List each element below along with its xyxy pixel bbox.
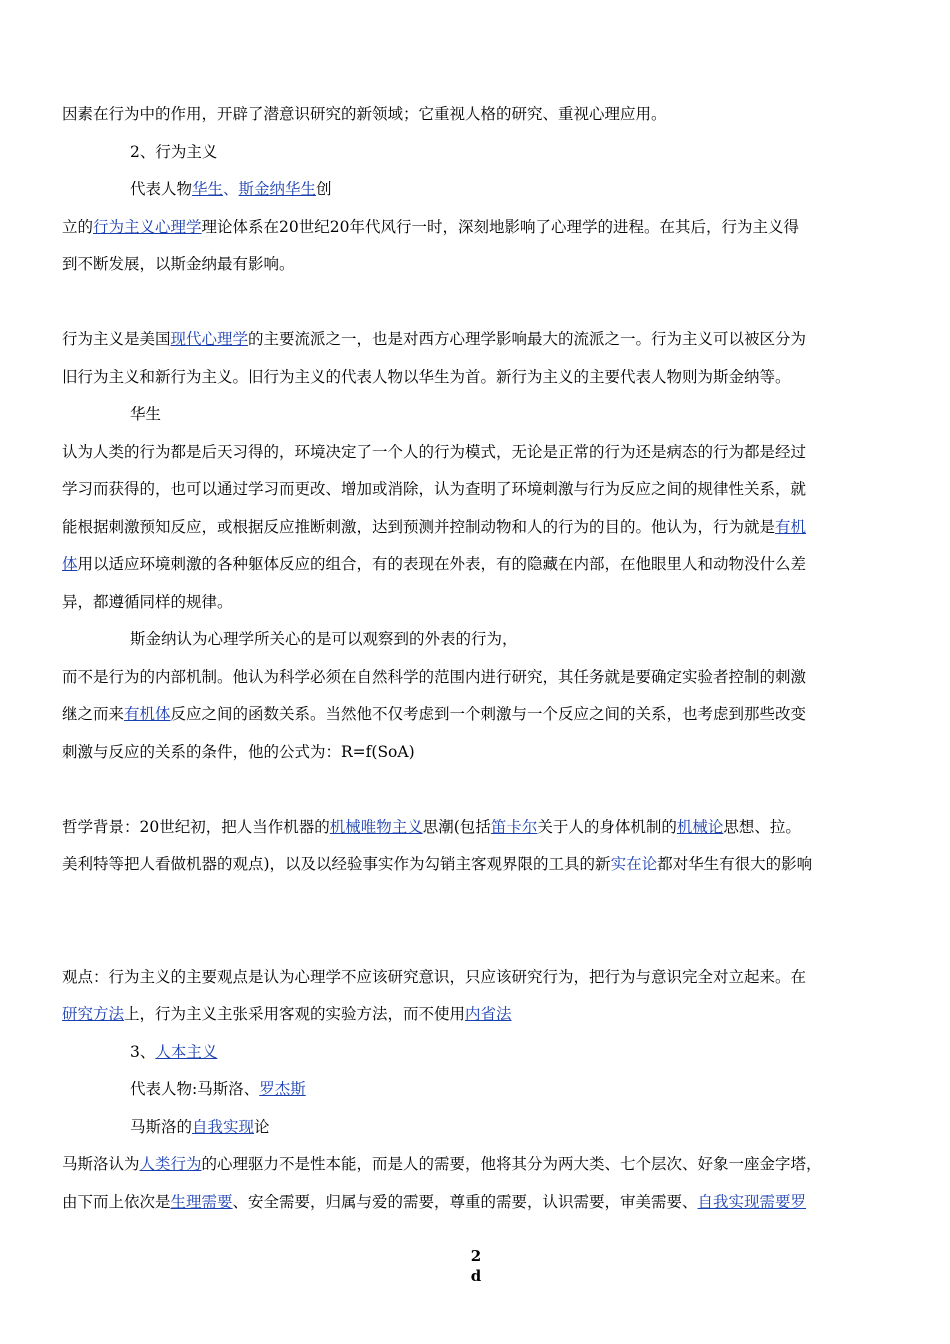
text: 思想、拉。 xyxy=(723,817,801,836)
text: 而不是行为的内部机制。他认为科学必须在自然科学的范围内进行研究，其任务就是要确定实验者控制的刺激 xyxy=(62,667,807,686)
text: 代表人物 xyxy=(130,180,193,198)
paragraph-line xyxy=(62,1184,888,1222)
link-watson[interactable]: 华生 xyxy=(192,180,224,198)
link-humanism[interactable]: 人本主义 xyxy=(155,1042,218,1061)
blank-line xyxy=(62,771,888,809)
heading-text: 2、行为主义 xyxy=(130,142,218,161)
text: 反应之间的函数关系。当然他不仅考虑到一个刺激与一个反应之间的关系，也考虑到那些改变 xyxy=(170,705,807,723)
text: 都对华生有很大的影响 xyxy=(657,855,813,873)
text: 上，行为主义主张采用客观的实验方法，而不使用 xyxy=(124,1005,466,1023)
link-research-methods[interactable]: 研究方法 xyxy=(62,1005,125,1023)
paragraph-line xyxy=(62,471,888,509)
paragraph-line xyxy=(62,209,888,247)
text: 认为人类的行为都是后天习得的，环境决定了一个人的行为模式，无论是正常的行为还是病态的行为都是经过 xyxy=(62,442,807,461)
page-number-digit: 2 xyxy=(470,1247,482,1265)
text: 由下而上依次是 xyxy=(62,1192,171,1211)
link-modern-psychology[interactable]: 现代心理学 xyxy=(170,330,249,348)
paragraph-line xyxy=(62,509,888,547)
paragraph-line xyxy=(62,846,888,884)
link-realism[interactable]: 实在论 xyxy=(610,855,658,873)
subheading-maslow xyxy=(62,1109,888,1147)
blank-line xyxy=(62,284,888,322)
link-mechanism[interactable]: 机械论 xyxy=(676,817,724,836)
paragraph-line xyxy=(62,359,888,397)
paragraph-line xyxy=(62,621,888,659)
text: 行为主义是美国 xyxy=(62,330,171,348)
text: 关于人的身体机制的 xyxy=(537,817,677,836)
text: 能根据刺激预知反应，或根据反应推断刺激，达到预测并控制动物和人的行为的目的。他认为，行为就是 xyxy=(62,517,776,536)
link-organism[interactable]: 有机 xyxy=(775,517,807,536)
representatives-line xyxy=(62,1071,888,1109)
paragraph-line xyxy=(62,321,888,359)
text: 到不断发展，以斯金纳最有影响。 xyxy=(62,255,295,273)
paragraph-line xyxy=(62,584,888,622)
paragraph-line xyxy=(62,546,888,584)
document-page xyxy=(62,96,888,1221)
text: 思潮(包括 xyxy=(422,817,491,836)
text: 代表人物:马斯洛、 xyxy=(130,1080,260,1098)
link-introspection[interactable]: 内省法 xyxy=(465,1005,512,1023)
representatives-line xyxy=(62,171,888,209)
section-heading-behaviorism xyxy=(62,134,888,172)
paragraph-line xyxy=(62,659,888,697)
text: 马斯洛的 xyxy=(130,1117,193,1136)
text: 继之而来 xyxy=(62,705,125,723)
paragraph-line xyxy=(62,1146,888,1184)
link-skinner-watson[interactable]: 斯金纳华生 xyxy=(238,180,317,198)
text: 3、 xyxy=(130,1042,156,1061)
paragraph-line xyxy=(62,434,888,472)
link-self-actualization-needs[interactable]: 自我实现需要罗 xyxy=(697,1192,807,1211)
text: 理论体系在20世纪20年代风行一时，深刻地影响了心理学的进程。在其后，行为主义得 xyxy=(201,217,799,236)
text: 、安全需要，归属与爱的需要，尊重的需要，认识需要，审美需要、 xyxy=(232,1192,698,1211)
paragraph-line xyxy=(62,996,888,1034)
blank-lines xyxy=(62,884,888,959)
paragraph-line xyxy=(62,96,888,134)
paragraph-line xyxy=(62,809,888,847)
link-organism-2[interactable]: 有机体 xyxy=(124,705,171,723)
paragraph-line xyxy=(62,246,888,284)
link-descartes[interactable]: 笛卡尔 xyxy=(490,817,538,836)
text: 斯金纳认为心理学所关心的是可以观察到的外表的行为， xyxy=(130,630,518,648)
text: 的主要流派之一，也是对西方心理学影响最大的流派之一。行为主义可以被区分为 xyxy=(248,330,807,348)
text: 创 xyxy=(316,180,332,198)
link-rogers[interactable]: 罗杰斯 xyxy=(259,1080,306,1098)
link-organism-cont[interactable]: 体 xyxy=(62,555,78,573)
page-number-suffix: d xyxy=(470,1267,482,1285)
text: 的心理驱力不是性本能，而是人的需要，他将其分为两大类、七个层次、好象一座金字塔， xyxy=(201,1155,822,1173)
link-self-actualization[interactable]: 自我实现 xyxy=(192,1117,255,1136)
text: 、 xyxy=(223,180,239,198)
heading-text: 华生 xyxy=(130,405,162,423)
text: 论 xyxy=(254,1117,270,1136)
link-physiological-needs[interactable]: 生理需要 xyxy=(170,1192,233,1211)
text: 异，都遵循同样的规律。 xyxy=(62,592,233,611)
paragraph-line xyxy=(62,959,888,997)
text: 刺激与反应的关系的条件，他的公式为：R=f(SoA) xyxy=(62,742,415,761)
text: 旧行为主义和新行为主义。旧行为主义的代表人物以华生为首。新行为主义的主要代表人物则为斯金纳等。 xyxy=(62,367,791,386)
text: 哲学背景：20世纪初，把人当作机器的 xyxy=(62,817,330,836)
link-mechanical-materialism[interactable]: 机械唯物主义 xyxy=(329,817,423,836)
subheading-watson xyxy=(62,396,888,434)
text: 马斯洛认为 xyxy=(62,1155,140,1173)
page-number xyxy=(466,1246,486,1286)
paragraph-line xyxy=(62,696,888,734)
text: 因素在行为中的作用，开辟了潜意识研究的新领域；它重视人格的研究、重视心理应用。 xyxy=(62,105,667,123)
text: 观点：行为主义的主要观点是认为心理学不应该研究意识，只应该研究行为，把行为与意识完全对立起来。在 xyxy=(62,967,807,986)
paragraph-line xyxy=(62,734,888,772)
text: 立的 xyxy=(62,217,94,236)
text: 学习而获得的，也可以通过学习而更改、增加或消除，认为查明了环境刺激与行为反应之间的规律性关系，就 xyxy=(62,480,807,498)
section-heading-humanism xyxy=(62,1034,888,1072)
link-human-behavior[interactable]: 人类行为 xyxy=(139,1155,202,1173)
text: 用以适应环境刺激的各种躯体反应的组合，有的表现在外表，有的隐藏在内部，在他眼里人和动物没什么差 xyxy=(77,555,807,573)
link-behaviorist-psychology[interactable]: 行为主义心理学 xyxy=(93,217,202,236)
text: 美利特等把人看做机器的观点)，以及以经验事实作为勾销主客观界限的工具的新 xyxy=(62,855,611,873)
